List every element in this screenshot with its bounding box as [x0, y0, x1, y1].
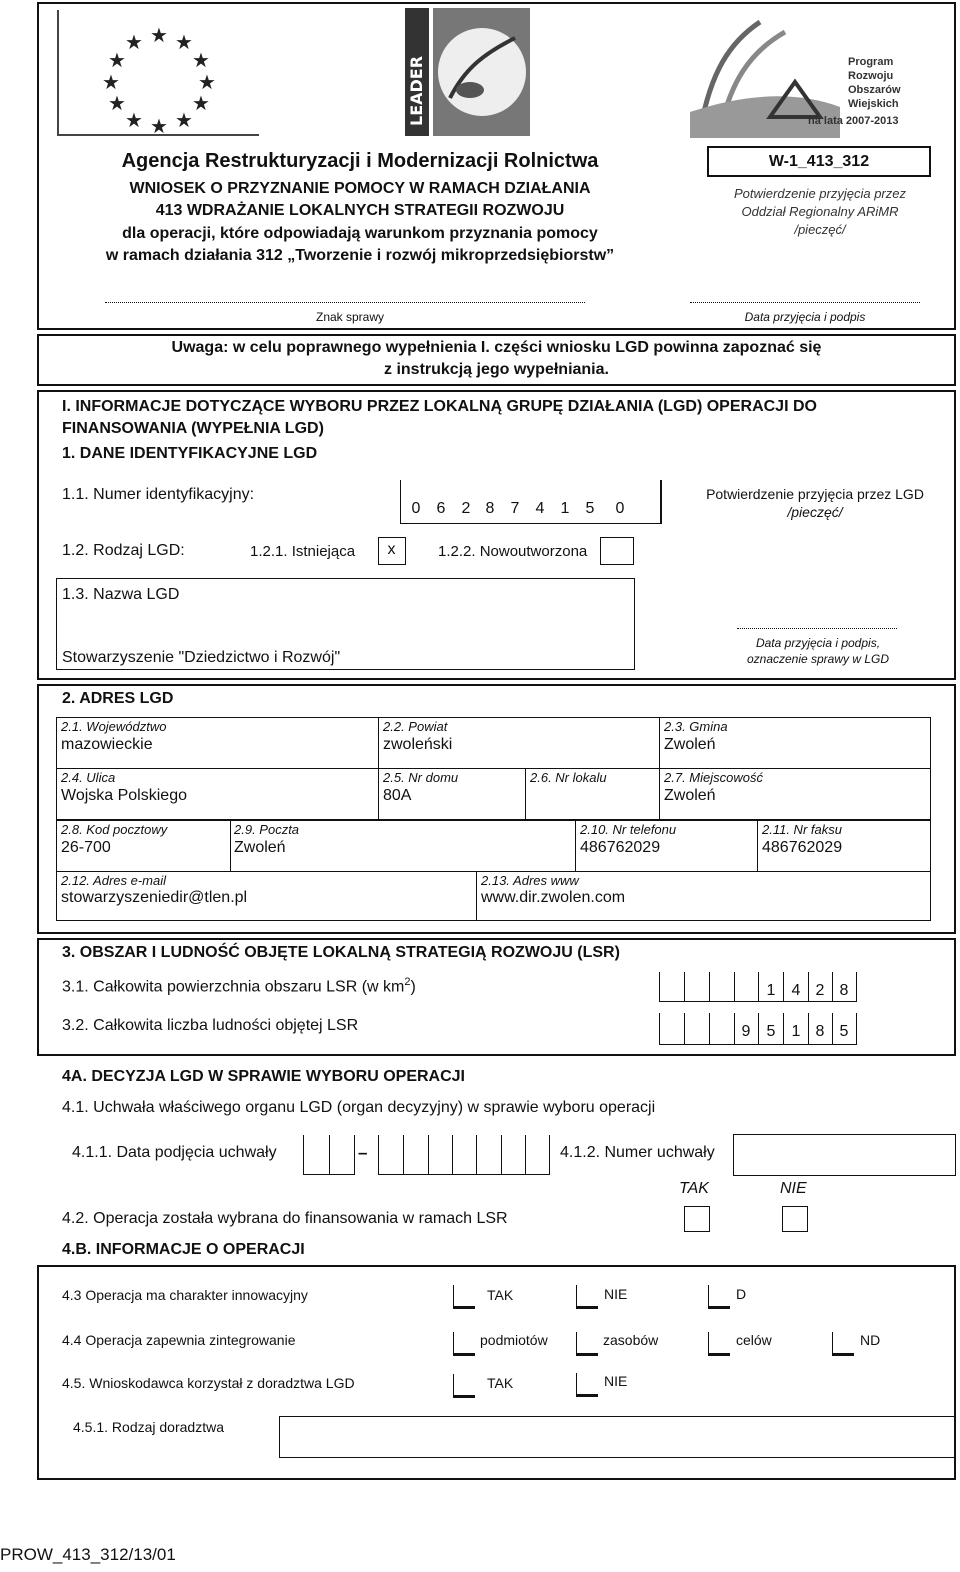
id-digit: 6 — [436, 500, 446, 517]
area-digit: 2 — [815, 982, 825, 999]
www-value: www.dir.zwolen.com — [481, 889, 626, 906]
lgd-name-box — [56, 578, 635, 670]
prow-logo-line-1: Program — [848, 56, 894, 68]
house-number-field[interactable] — [378, 768, 526, 820]
section-1-title-line-1: I. INFORMACJE DOTYCZĄCE WYBORU PRZEZ LOKALNĄ GRUPĘ DZIAŁANIA (LGD) OPERACJI DO — [62, 398, 817, 415]
lgd-date-line — [737, 628, 897, 629]
voivodeship-field[interactable] — [56, 717, 379, 769]
digit-divider — [709, 972, 710, 1001]
selected-label: 4.2. Operacja została wybrana do finansowania w ramach LSR — [62, 1210, 508, 1227]
resolution-date-day-boxes[interactable] — [303, 1135, 355, 1175]
digit-divider — [525, 1135, 526, 1174]
digit-divider — [684, 972, 685, 1001]
leader-logo-text: LEADER — [407, 55, 426, 126]
street-value: Wojska Polskiego — [61, 787, 187, 804]
population-digit: 5 — [839, 1023, 849, 1040]
svg-text:★: ★ — [102, 70, 120, 94]
digit-divider — [403, 1135, 404, 1174]
email-field[interactable] — [56, 871, 477, 921]
digit-divider — [684, 1013, 685, 1044]
lgd-confirm-line-2: /pieczęć/ — [787, 504, 843, 520]
population-digit: 5 — [766, 1023, 776, 1040]
prow-logo-line-2: Rozwoju — [848, 70, 894, 82]
digit-divider — [734, 972, 735, 1001]
advice-label: 4.5. Wnioskodawca korzystał z doradztwa LGD — [62, 1375, 355, 1391]
house-number-value: 80A — [383, 787, 412, 804]
notice-box — [37, 334, 956, 386]
area-digit: 1 — [766, 982, 776, 999]
fax-field[interactable] — [757, 820, 931, 872]
id-digit: 5 — [585, 500, 595, 517]
digit-divider — [501, 1135, 502, 1174]
advice-yes-checkbox[interactable] — [453, 1374, 475, 1398]
fax-value: 486762029 — [762, 839, 843, 856]
form-title-line-1: WNIOSEK O PRZYZNANIE POMOCY W RAMACH DZIAŁANIA — [129, 180, 591, 197]
subsection-1-title: 1. DANE IDENTYFIKACYJNE LGD — [62, 445, 318, 462]
eu-flag-logo — [57, 10, 259, 136]
resolution-date-dash: – — [358, 1143, 368, 1162]
resolution-date-rest-boxes[interactable] — [378, 1135, 550, 1175]
agency-name: Agencja Restrukturyzacji i Modernizacji Rolnictwa — [121, 150, 599, 172]
integration-resources-checkbox[interactable] — [576, 1332, 598, 1356]
svg-text:★: ★ — [108, 91, 126, 115]
prow-logo-line-3: Obszarów — [848, 84, 901, 96]
population-digit-boxes — [659, 1013, 857, 1045]
commune-value: Zwoleń — [664, 736, 716, 753]
integration-nd-checkbox[interactable] — [832, 1332, 854, 1356]
resolution-date-label: 4.1.1. Data podjęcia uchwały — [72, 1144, 277, 1161]
advice-no-checkbox[interactable] — [576, 1373, 598, 1397]
population-digit: 8 — [815, 1023, 825, 1040]
svg-text:★: ★ — [125, 108, 143, 132]
lgd-new-label: 1.2.2. Nowoutworzona — [438, 543, 588, 560]
street-label: 2.4. Ulica — [61, 770, 116, 785]
section-4b-title: 4.B. INFORMACJE O OPERACJI — [62, 1241, 305, 1258]
id-digit: 0 — [411, 500, 421, 517]
advice-type-input[interactable] — [279, 1416, 956, 1458]
innovation-yes-label: TAK — [487, 1287, 514, 1303]
svg-text:★: ★ — [192, 48, 210, 72]
form-code: W-1_413_312 — [768, 153, 870, 170]
svg-text:★: ★ — [175, 108, 193, 132]
lgd-date-label-1: Data przyjęcia i podpis, — [755, 636, 881, 650]
post-office-field[interactable] — [230, 820, 576, 872]
id-digit: 2 — [461, 500, 471, 517]
form-title-line-2: 413 WDRAŻANIE LOKALNYCH STRATEGII ROZWOJU — [155, 202, 565, 219]
postcode-field[interactable] — [56, 820, 231, 872]
advice-yes-label: TAK — [487, 1375, 514, 1391]
integration-goals-label: celów — [736, 1332, 772, 1348]
area-digit: 4 — [791, 982, 801, 999]
lgd-name-label: 1.3. Nazwa LGD — [62, 586, 180, 603]
lgd-new-checkbox[interactable] — [600, 537, 634, 565]
post-office-value: Zwoleń — [234, 839, 286, 856]
form-title-line-4: w ramach działania 312 „Tworzenie i rozwój mikroprzedsiębiorstw” — [105, 247, 615, 264]
house-number-label: 2.5. Nr domu — [383, 770, 459, 785]
city-value: Zwoleń — [664, 787, 716, 804]
svg-text:★: ★ — [175, 30, 193, 54]
lgd-existing-label: 1.2.1. Istniejąca — [250, 543, 356, 560]
flat-number-field[interactable] — [525, 768, 660, 820]
address-title: 2. ADRES LGD — [62, 690, 174, 707]
integration-entities-checkbox[interactable] — [453, 1332, 475, 1356]
lgd-date-label-2: oznaczenie sprawy w LGD — [746, 652, 890, 666]
section-4a-title: 4A. DECYZJA LGD W SPRAWIE WYBORU OPERACJI — [62, 1068, 465, 1085]
street-field[interactable] — [56, 768, 379, 820]
lgd-type-label: 1.2. Rodzaj LGD: — [62, 542, 185, 559]
integration-label: 4.4 Operacja zapewnia zintegrowanie — [62, 1332, 296, 1348]
svg-text:★: ★ — [150, 114, 168, 134]
svg-text:★: ★ — [198, 70, 216, 94]
digit-divider — [709, 1013, 710, 1044]
population-digit: 9 — [741, 1023, 751, 1040]
innovation-yes-checkbox[interactable] — [453, 1285, 475, 1309]
area-digit-boxes — [659, 972, 857, 1002]
selected-no-checkbox[interactable] — [782, 1206, 808, 1232]
county-value: zwoleński — [383, 736, 453, 753]
area-label-sup: 2 — [404, 976, 411, 988]
phone-value: 486762029 — [580, 839, 661, 856]
svg-text:★: ★ — [192, 91, 210, 115]
innovation-no-label: NIE — [604, 1286, 628, 1302]
arimr-confirm-line-1: Potwierdzenie przyjęcia przez — [734, 186, 906, 201]
resolution-label: 4.1. Uchwała właściwego organu LGD (organ decyzyjny) w sprawie wyboru operacji — [62, 1099, 656, 1116]
integration-entities-label: podmiotów — [480, 1332, 548, 1348]
voivodeship-value: mazowieckie — [61, 736, 153, 753]
notice-line-2: z instrukcją jego wypełniania. — [384, 361, 609, 378]
integration-goals-checkbox[interactable] — [708, 1332, 730, 1356]
digit-divider — [476, 1135, 477, 1174]
yes-column-label: TAK — [679, 1180, 709, 1197]
lgd-name-value: Stowarzyszenie "Dziedzictwo i Rozwój" — [62, 649, 341, 666]
fax-label: 2.11. Nr faksu — [762, 822, 842, 837]
population-digit: 1 — [791, 1023, 801, 1040]
case-mark-line — [105, 302, 585, 303]
email-label: 2.12. Adres e-mail — [61, 873, 167, 888]
section-3-title: 3. OBSZAR I LUDNOŚĆ OBJĘTE LOKALNĄ STRATEGIĄ ROZWOJU (LSR) — [62, 944, 620, 961]
commune-label: 2.3. Gmina — [664, 719, 728, 734]
prow-logo — [690, 12, 905, 138]
digit-divider — [329, 1135, 330, 1174]
lgd-confirm-line-1: Potwierdzenie przyjęcia przez LGD — [706, 486, 924, 502]
post-office-label: 2.9. Poczta — [234, 822, 300, 837]
lgd-existing-mark: x — [387, 541, 396, 558]
postcode-label: 2.8. Kod pocztowy — [61, 822, 168, 837]
advice-no-label: NIE — [604, 1373, 628, 1389]
id-number-boxes — [400, 480, 662, 524]
section-1-title-line-2: FINANSOWANIA (WYPEŁNIA LGD) — [62, 420, 324, 437]
id-digit: 8 — [485, 500, 495, 517]
innovation-d-label: D — [736, 1286, 747, 1302]
eu-stars-icon — [59, 10, 259, 134]
city-field[interactable] — [659, 768, 931, 820]
svg-text:★: ★ — [125, 30, 143, 54]
prow-logo-line-4: Wiejskich — [848, 98, 899, 110]
no-column-label: NIE — [780, 1180, 807, 1197]
area-digit: 8 — [839, 982, 849, 999]
case-mark-label: Znak sprawy — [315, 310, 385, 324]
area-label-text: 3.1. Całkowita powierzchnia obszaru LSR (w km — [62, 978, 405, 996]
arimr-confirm-line-3: /pieczęć/ — [794, 222, 846, 237]
id-digit: 4 — [535, 500, 545, 517]
arimr-confirm-line-2: Oddział Regionalny ARiMR — [741, 204, 899, 219]
prow-logo-line-5: na lata 2007-2013 — [808, 115, 899, 127]
notice-line-1: Uwaga: w celu poprawnego wypełnienia I. części wniosku LGD powinna zapoznać się — [171, 339, 822, 356]
lgd-existing-checkbox[interactable] — [378, 537, 406, 565]
digit-divider — [452, 1135, 453, 1174]
id-digit: 1 — [560, 500, 570, 517]
integration-nd-label: ND — [860, 1332, 881, 1348]
form-code-box — [707, 146, 931, 177]
resolution-number-label: 4.1.2. Numer uchwały — [560, 1144, 715, 1161]
id-digit: 0 — [615, 500, 625, 517]
form-title-line-3: dla operacji, które odpowiadają warunkom przyznania pomocy — [122, 225, 598, 242]
voivodeship-label: 2.1. Województwo — [61, 719, 167, 734]
svg-text:★: ★ — [108, 48, 126, 72]
innovation-label: 4.3 Operacja ma charakter innowacyjny — [62, 1287, 308, 1303]
selected-yes-checkbox[interactable] — [684, 1206, 710, 1232]
www-field[interactable] — [476, 871, 931, 921]
svg-text:★: ★ — [150, 23, 168, 47]
commune-field[interactable] — [659, 717, 931, 769]
county-label: 2.2. Powiat — [383, 719, 448, 734]
phone-field[interactable] — [575, 820, 758, 872]
postcode-value: 26-700 — [61, 839, 111, 856]
innovation-no-checkbox[interactable] — [576, 1285, 598, 1309]
phone-label: 2.10. Nr telefonu — [580, 822, 677, 837]
resolution-number-input[interactable] — [733, 1134, 956, 1176]
id-digit: 7 — [510, 500, 520, 517]
city-label: 2.7. Miejscowość — [664, 770, 763, 785]
advice-type-label: 4.5.1. Rodzaj doradztwa — [73, 1419, 224, 1435]
date-sign-label: Data przyjęcia i podpis — [744, 310, 866, 324]
id-number-label: 1.1. Numer identyfikacyjny: — [62, 486, 255, 503]
email-value: stowarzyszeniedir@tlen.pl — [61, 889, 248, 906]
leader-logo — [405, 8, 530, 136]
innovation-d-checkbox[interactable] — [708, 1285, 730, 1309]
integration-resources-label: zasobów — [603, 1332, 659, 1348]
www-label: 2.13. Adres www — [481, 873, 579, 888]
population-label: 3.2. Całkowita liczba ludności objętej LSR — [62, 1017, 359, 1034]
area-label — [62, 976, 416, 996]
digit-divider — [428, 1135, 429, 1174]
date-sign-line — [690, 302, 920, 303]
area-label-close: ) — [410, 978, 416, 996]
footer-code: PROW_413_312/13/01 — [0, 1545, 176, 1564]
county-field[interactable] — [378, 717, 660, 769]
flat-number-label: 2.6. Nr lokalu — [530, 770, 607, 785]
